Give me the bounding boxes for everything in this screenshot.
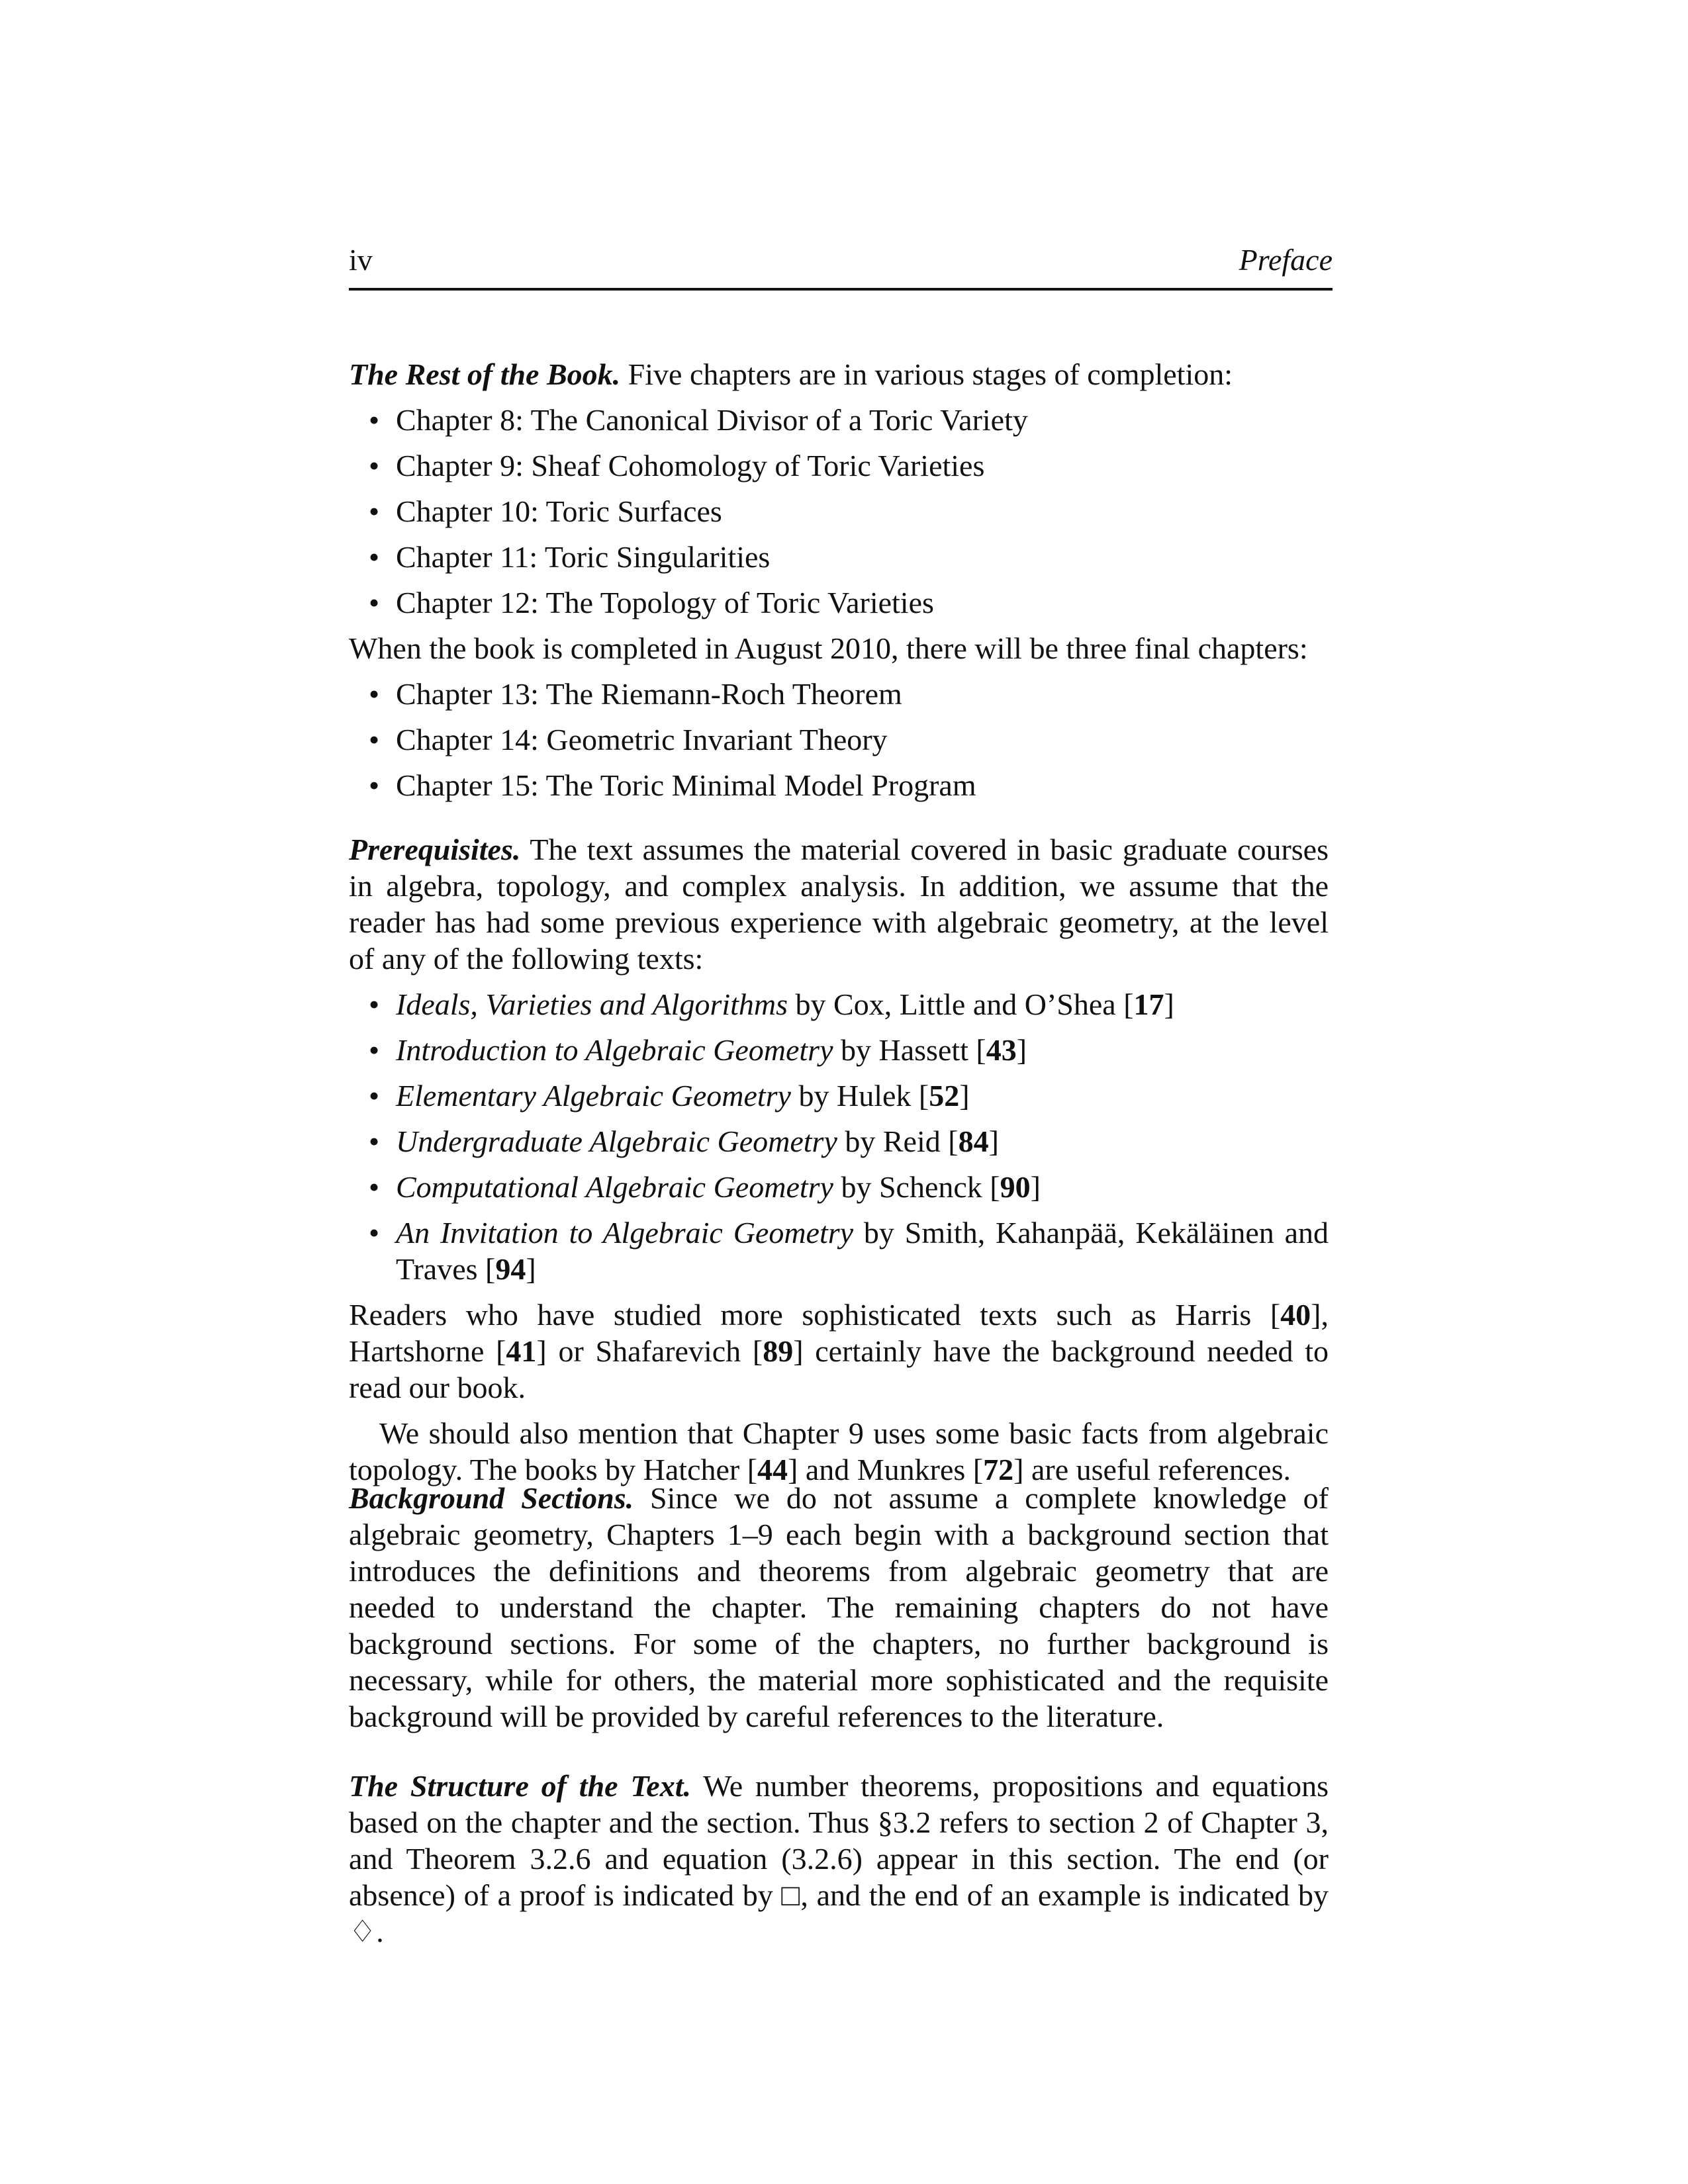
section-heading: The Rest of the Book. [349,357,621,391]
section-heading: Prerequisites. [349,833,521,866]
list-item [349,1169,1329,1205]
list-item [349,1032,1329,1068]
bracket: ] [959,1079,970,1113]
book-author: by Hassett [ [833,1033,986,1067]
section-heading: The Structure of the Text. [349,1769,691,1803]
paragraph [349,1297,1329,1406]
text: ] certainly have the background needed to read our book. [349,1334,1329,1404]
section-structure [349,1768,1329,1950]
citation-number: 84 [958,1124,989,1158]
list-item [349,493,1329,529]
list-item [349,539,1329,575]
paragraph [349,1768,1329,1950]
citation-number: 89 [763,1334,794,1368]
bracket: ] [1016,1033,1027,1067]
book-title: Introduction to Algebraic Geometry [396,1033,833,1067]
paragraph [349,1415,1329,1488]
bullet-icon: • [369,449,380,482]
section-background [349,1480,1329,1735]
paragraph [349,1480,1329,1735]
list-item [349,986,1329,1023]
bracket: ] [1164,987,1174,1021]
book-author: by Reid [ [837,1124,959,1158]
citation-number: 72 [983,1453,1014,1486]
chapter-list-in-progress [349,402,1329,621]
list-item [349,447,1329,484]
list-item-text: Chapter 15: The Toric Minimal Model Program [396,768,976,802]
book-author: by Hulek [ [790,1079,929,1113]
bracket: ] [526,1252,536,1286]
book-author: by Schenck [ [833,1170,1000,1204]
paragraph [349,356,1329,392]
bullet-icon: • [369,403,380,437]
book-title: An Invitation to Algebraic Geometry [396,1216,854,1250]
paragraph-text: Five chapters are in various stages of completion: [620,357,1233,391]
header-rule [349,288,1333,291]
citation-number: 40 [1280,1298,1311,1332]
bracket: ] [1030,1170,1041,1204]
section-heading: Background Sections. [349,1481,634,1515]
list-item-text: Chapter 10: Toric Surfaces [396,494,722,528]
bullet-icon: • [369,540,380,574]
page-number: iv [349,243,373,277]
citation-number: 94 [495,1252,526,1286]
citation-number: 43 [986,1033,1017,1067]
list-item [349,1123,1329,1160]
text: Readers who have studied more sophisticated texts such as Harris [ [349,1298,1281,1332]
section-rest-of-book [349,356,1329,803]
bullet-icon: • [369,768,380,802]
list-item [349,676,1329,712]
list-item [349,721,1329,758]
bullet-icon: • [369,987,380,1021]
citation-number: 90 [1000,1170,1031,1204]
book-title: Elementary Algebraic Geometry [396,1079,791,1113]
book-author: by Cox, Little and O’Shea [ [788,987,1134,1021]
running-title: Preface [1239,243,1333,277]
citation-number: 17 [1133,987,1164,1021]
book-list [349,986,1329,1287]
list-item-text: Chapter 8: The Canonical Divisor of a Toric Variety [396,403,1028,437]
bullet-icon: • [369,1033,380,1067]
bullet-icon: • [369,723,380,756]
bullet-icon: • [369,586,380,619]
paragraph-text: The text assumes the material covered in basic graduate courses in algebra, topology, and complex analysis. In addition, we assume that the reader has had some previous experience with algebraic geometry, at the level of any of the following texts: [349,833,1329,976]
list-item [349,402,1329,438]
paragraph [349,831,1329,977]
list-item-text: Chapter 14: Geometric Invariant Theory [396,723,888,756]
list-item-text: Chapter 12: The Topology of Toric Varieties [396,586,934,619]
text: ] are useful references. [1013,1453,1291,1486]
bullet-icon: • [369,677,380,711]
paragraph: When the book is completed in August 2010, there will be three final chapters: [349,631,1308,665]
citation-number: 41 [506,1334,537,1368]
list-item-text: Chapter 9: Sheaf Cohomology of Toric Varieties [396,449,985,482]
bullet-icon: • [369,1124,380,1158]
bullet-icon: • [369,1170,380,1204]
list-item [349,584,1329,621]
text: ] and Munkres [ [788,1453,984,1486]
text: We should also mention that Chapter 9 uses some basic facts from algebraic topology. The books by Hatcher [ [349,1416,1329,1486]
paragraph-text: Since we do not assume a complete knowledge of algebraic geometry, Chapters 1–9 each begin with a background section that introduces the definitions and theorems from algebraic geometry that are needed to understand the chapter. The remaining chapters do not have background sections. For some of the chapters, no further background is necessary, while for others, the material more sophisticated and the requisite background will be provided by careful references to the literature. [349,1481,1329,1733]
text: ] or Shafarevich [ [536,1334,763,1368]
list-item-text: Chapter 13: The Riemann-Roch Theorem [396,677,902,711]
chapter-list-final [349,676,1329,803]
book-title: Computational Algebraic Geometry [396,1170,833,1204]
text: ], Hartshorne [ [349,1298,1329,1368]
list-item-text: Chapter 11: Toric Singularities [396,540,771,574]
list-item [349,1077,1329,1114]
running-header [349,242,1333,281]
bracket: ] [988,1124,999,1158]
bullet-icon: • [369,494,380,528]
section-prerequisites [349,831,1329,1488]
book-author: by Smith, Kahanpää, Kekäläinen and Traves [ [396,1216,1329,1286]
paragraph-text: We number theorems, propositions and equations based on the chapter and the section. Thus §3.2 refers to section 2 of Chapter 3, and Theorem 3.2.6 and equation (3.2.6) appear in this section. The end (or absence) of a proof is indicated by □, and the end of an example is indicated by ♢. [349,1769,1329,1948]
bullet-icon: • [369,1216,380,1250]
citation-number: 52 [929,1079,960,1113]
bullet-icon: • [369,1079,380,1113]
list-item [349,1214,1329,1287]
book-title: Ideals, Varieties and Algorithms [396,987,788,1021]
book-title: Undergraduate Algebraic Geometry [396,1124,837,1158]
citation-number: 44 [757,1453,788,1486]
list-item [349,767,1329,803]
